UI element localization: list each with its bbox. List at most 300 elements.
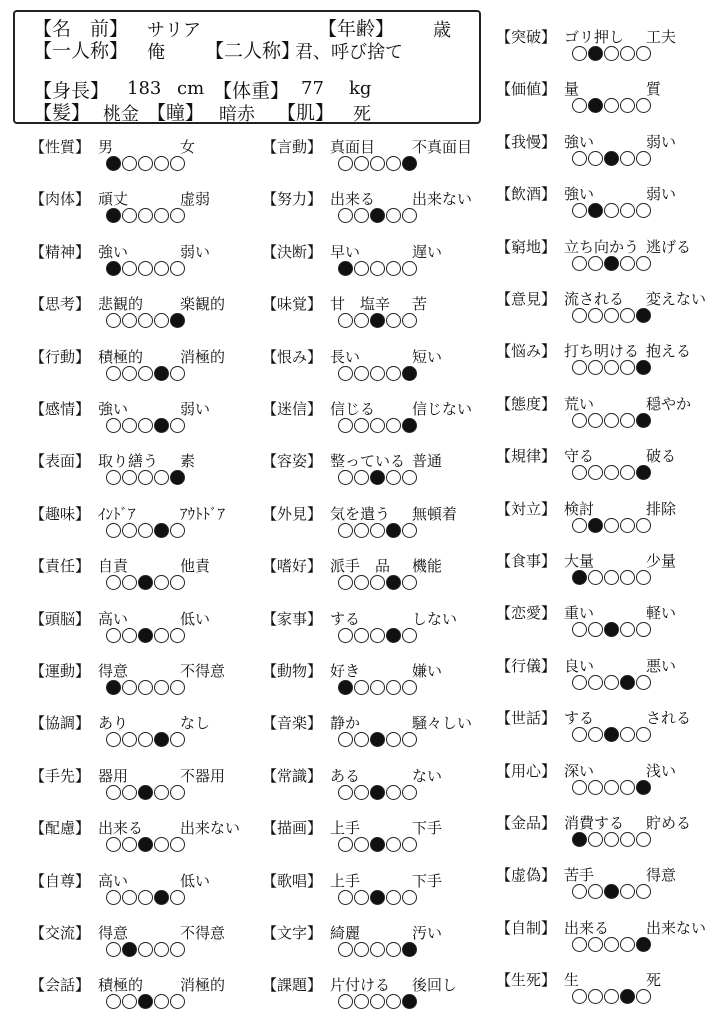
trait-category: 【我慢】 (496, 132, 557, 151)
scale-dot-empty[interactable] (170, 418, 185, 433)
trait-right-label: 後回し (412, 976, 458, 995)
scale-dot-empty[interactable] (402, 313, 417, 328)
scale-dot-empty[interactable] (604, 832, 619, 847)
scale-dot-empty[interactable] (170, 890, 185, 905)
scale-dot-empty[interactable] (620, 308, 635, 323)
scale-dot-empty[interactable] (402, 523, 417, 538)
scale-dot-empty[interactable] (338, 470, 353, 485)
scale-dot-filled[interactable] (106, 156, 121, 171)
scale-dot-empty[interactable] (588, 308, 603, 323)
trait-category: 【行動】 (30, 347, 91, 366)
scale-dot-empty[interactable] (154, 628, 169, 643)
scale-dot-empty[interactable] (620, 832, 635, 847)
scale-dot-empty[interactable] (604, 465, 619, 480)
scale-dot-empty[interactable] (338, 942, 353, 957)
scale-dot-empty[interactable] (122, 628, 137, 643)
scale-dot-empty[interactable] (338, 313, 353, 328)
trait-item (262, 503, 492, 553)
scale-dot-filled[interactable] (636, 465, 651, 480)
scale-dot-empty[interactable] (636, 832, 651, 847)
scale-dot-empty[interactable] (386, 837, 401, 852)
scale-dot-empty[interactable] (604, 413, 619, 428)
scale-dot-empty[interactable] (572, 46, 587, 61)
scale-dot-empty[interactable] (170, 523, 185, 538)
scale-dot-empty[interactable] (572, 675, 587, 690)
scale-dot-empty[interactable] (588, 780, 603, 795)
trait-category: 【容姿】 (262, 452, 323, 471)
scale-dot-empty[interactable] (122, 156, 137, 171)
scale-dot-empty[interactable] (154, 680, 169, 695)
scale-dot-empty[interactable] (106, 366, 121, 381)
scale-dot-empty[interactable] (402, 837, 417, 852)
scale-dot-empty[interactable] (170, 680, 185, 695)
scale-dot-empty[interactable] (138, 156, 153, 171)
scale-dot-empty[interactable] (402, 890, 417, 905)
trait-category: 【規律】 (496, 447, 557, 466)
scale-dot-empty[interactable] (154, 313, 169, 328)
scale-dot-filled[interactable] (370, 470, 385, 485)
scale-dot-empty[interactable] (122, 366, 137, 381)
trait-left-label: 片付ける (330, 976, 391, 995)
scale-dot-empty[interactable] (354, 837, 369, 852)
scale-dot-filled[interactable] (122, 942, 137, 957)
scale-dot-empty[interactable] (636, 46, 651, 61)
scale-dot-empty[interactable] (604, 203, 619, 218)
scale-dot-filled[interactable] (604, 622, 619, 637)
scale-dot-empty[interactable] (572, 937, 587, 952)
scale-dot-empty[interactable] (402, 208, 417, 223)
scale-dot-empty[interactable] (386, 994, 401, 1009)
scale-dot-filled[interactable] (154, 366, 169, 381)
scale-dot-empty[interactable] (338, 785, 353, 800)
scale-dot-empty[interactable] (402, 261, 417, 276)
trait-category: 【迷信】 (262, 400, 323, 418)
scale-dot-empty[interactable] (572, 360, 587, 375)
scale-dot-empty[interactable] (122, 732, 137, 747)
scale-dot-empty[interactable] (170, 261, 185, 276)
trait-category: 【会話】 (30, 976, 91, 995)
scale-dot-empty[interactable] (338, 366, 353, 381)
scale-dot-filled[interactable] (338, 680, 353, 695)
scale-dot-filled[interactable] (620, 675, 635, 690)
scale-dot-empty[interactable] (588, 256, 603, 271)
scale-dot-empty[interactable] (386, 261, 401, 276)
trait-scale (572, 308, 651, 323)
scale-dot-empty[interactable] (138, 470, 153, 485)
scale-dot-empty[interactable] (138, 418, 153, 433)
scale-dot-empty[interactable] (620, 622, 635, 637)
scale-dot-empty[interactable] (138, 523, 153, 538)
scale-dot-empty[interactable] (620, 727, 635, 742)
scale-dot-empty[interactable] (354, 575, 369, 590)
scale-dot-empty[interactable] (338, 156, 353, 171)
scale-dot-filled[interactable] (402, 994, 417, 1009)
scale-dot-empty[interactable] (604, 308, 619, 323)
scale-dot-empty[interactable] (106, 313, 121, 328)
scale-dot-empty[interactable] (122, 313, 137, 328)
scale-dot-filled[interactable] (370, 837, 385, 852)
scale-dot-empty[interactable] (604, 518, 619, 533)
scale-dot-empty[interactable] (386, 470, 401, 485)
scale-dot-empty[interactable] (588, 151, 603, 166)
scale-dot-empty[interactable] (138, 680, 153, 695)
scale-dot-empty[interactable] (636, 203, 651, 218)
scale-dot-empty[interactable] (620, 413, 635, 428)
scale-dot-filled[interactable] (370, 890, 385, 905)
scale-dot-empty[interactable] (354, 418, 369, 433)
scale-dot-empty[interactable] (170, 366, 185, 381)
scale-dot-empty[interactable] (370, 680, 385, 695)
scale-dot-filled[interactable] (386, 628, 401, 643)
scale-dot-empty[interactable] (154, 785, 169, 800)
scale-dot-filled[interactable] (604, 884, 619, 899)
scale-dot-filled[interactable] (106, 208, 121, 223)
scale-dot-empty[interactable] (138, 942, 153, 957)
trait-right-label: 弱い (646, 132, 677, 151)
scale-dot-empty[interactable] (386, 313, 401, 328)
scale-dot-empty[interactable] (620, 518, 635, 533)
scale-dot-empty[interactable] (154, 994, 169, 1009)
scale-dot-empty[interactable] (154, 208, 169, 223)
trait-left-label: 好き (330, 662, 361, 680)
scale-dot-empty[interactable] (106, 942, 121, 957)
scale-dot-empty[interactable] (370, 366, 385, 381)
scale-dot-empty[interactable] (170, 785, 185, 800)
scale-dot-filled[interactable] (604, 727, 619, 742)
scale-dot-empty[interactable] (354, 994, 369, 1009)
scale-dot-filled[interactable] (154, 523, 169, 538)
scale-dot-empty[interactable] (604, 98, 619, 113)
scale-dot-empty[interactable] (370, 523, 385, 538)
scale-dot-empty[interactable] (402, 575, 417, 590)
scale-dot-empty[interactable] (338, 837, 353, 852)
scale-dot-empty[interactable] (138, 366, 153, 381)
scale-dot-filled[interactable] (154, 890, 169, 905)
scale-dot-empty[interactable] (588, 360, 603, 375)
scale-dot-filled[interactable] (370, 208, 385, 223)
scale-dot-empty[interactable] (370, 575, 385, 590)
scale-dot-empty[interactable] (636, 675, 651, 690)
scale-dot-empty[interactable] (338, 628, 353, 643)
scale-dot-empty[interactable] (620, 884, 635, 899)
scale-dot-empty[interactable] (122, 680, 137, 695)
scale-dot-empty[interactable] (106, 837, 121, 852)
scale-dot-empty[interactable] (170, 994, 185, 1009)
scale-dot-empty[interactable] (620, 256, 635, 271)
scale-dot-empty[interactable] (588, 989, 603, 1004)
scale-dot-empty[interactable] (572, 256, 587, 271)
scale-dot-empty[interactable] (604, 570, 619, 585)
scale-dot-empty[interactable] (386, 732, 401, 747)
scale-dot-filled[interactable] (636, 308, 651, 323)
scale-dot-empty[interactable] (106, 890, 121, 905)
scale-dot-empty[interactable] (354, 890, 369, 905)
scale-dot-empty[interactable] (370, 994, 385, 1009)
scale-dot-empty[interactable] (572, 518, 587, 533)
scale-dot-empty[interactable] (354, 785, 369, 800)
scale-dot-empty[interactable] (370, 942, 385, 957)
scale-dot-empty[interactable] (572, 465, 587, 480)
scale-dot-empty[interactable] (106, 628, 121, 643)
scale-dot-empty[interactable] (370, 156, 385, 171)
scale-dot-filled[interactable] (170, 313, 185, 328)
scale-dot-empty[interactable] (106, 732, 121, 747)
scale-dot-filled[interactable] (620, 989, 635, 1004)
scale-dot-empty[interactable] (572, 727, 587, 742)
scale-dot-empty[interactable] (354, 313, 369, 328)
scale-dot-empty[interactable] (402, 680, 417, 695)
scale-dot-empty[interactable] (138, 890, 153, 905)
scale-dot-empty[interactable] (402, 785, 417, 800)
scale-dot-empty[interactable] (154, 156, 169, 171)
scale-dot-empty[interactable] (636, 989, 651, 1004)
scale-dot-filled[interactable] (588, 518, 603, 533)
scale-dot-empty[interactable] (636, 622, 651, 637)
scale-dot-empty[interactable] (620, 151, 635, 166)
scale-dot-empty[interactable] (636, 518, 651, 533)
scale-dot-empty[interactable] (604, 780, 619, 795)
scale-dot-filled[interactable] (402, 942, 417, 957)
scale-dot-empty[interactable] (106, 994, 121, 1009)
scale-dot-filled[interactable] (170, 470, 185, 485)
scale-dot-empty[interactable] (122, 837, 137, 852)
age-unit: 歳 (433, 20, 451, 41)
scale-dot-filled[interactable] (604, 256, 619, 271)
scale-dot-empty[interactable] (106, 575, 121, 590)
scale-dot-empty[interactable] (338, 732, 353, 747)
scale-dot-filled[interactable] (572, 832, 587, 847)
scale-dot-empty[interactable] (620, 203, 635, 218)
scale-dot-empty[interactable] (386, 208, 401, 223)
scale-dot-empty[interactable] (122, 994, 137, 1009)
trait-item (30, 974, 260, 1024)
scale-dot-filled[interactable] (370, 785, 385, 800)
scale-dot-empty[interactable] (122, 208, 137, 223)
scale-dot-empty[interactable] (572, 413, 587, 428)
trait-category: 【性質】 (30, 138, 91, 156)
scale-dot-empty[interactable] (370, 628, 385, 643)
scale-dot-empty[interactable] (122, 418, 137, 433)
scale-dot-empty[interactable] (170, 575, 185, 590)
scale-dot-empty[interactable] (386, 890, 401, 905)
scale-dot-empty[interactable] (636, 727, 651, 742)
scale-dot-empty[interactable] (138, 732, 153, 747)
scale-dot-empty[interactable] (402, 628, 417, 643)
scale-dot-filled[interactable] (588, 46, 603, 61)
scale-dot-empty[interactable] (170, 837, 185, 852)
scale-dot-empty[interactable] (154, 261, 169, 276)
scale-dot-empty[interactable] (122, 890, 137, 905)
scale-dot-empty[interactable] (354, 208, 369, 223)
scale-dot-filled[interactable] (386, 575, 401, 590)
scale-dot-empty[interactable] (122, 575, 137, 590)
trait-left-label: 甘 塩辛 (330, 295, 391, 314)
scale-dot-empty[interactable] (122, 470, 137, 485)
scale-dot-filled[interactable] (402, 156, 417, 171)
scale-dot-filled[interactable] (588, 203, 603, 218)
scale-dot-empty[interactable] (338, 418, 353, 433)
scale-dot-empty[interactable] (338, 890, 353, 905)
scale-dot-empty[interactable] (588, 570, 603, 585)
trait-scale (106, 994, 185, 1009)
scale-dot-empty[interactable] (620, 360, 635, 375)
scale-dot-empty[interactable] (588, 465, 603, 480)
scale-dot-empty[interactable] (604, 46, 619, 61)
scale-dot-empty[interactable] (154, 942, 169, 957)
scale-dot-empty[interactable] (354, 628, 369, 643)
scale-dot-empty[interactable] (636, 884, 651, 899)
scale-dot-empty[interactable] (402, 732, 417, 747)
trait-item (30, 450, 260, 500)
scale-dot-filled[interactable] (138, 785, 153, 800)
trait-left-label: 深い (564, 761, 595, 780)
scale-dot-empty[interactable] (604, 989, 619, 1004)
scale-dot-empty[interactable] (386, 942, 401, 957)
trait-item (30, 712, 260, 762)
scale-dot-empty[interactable] (572, 780, 587, 795)
scale-dot-filled[interactable] (370, 732, 385, 747)
trait-category: 【手先】 (30, 766, 91, 785)
scale-dot-empty[interactable] (620, 46, 635, 61)
scale-dot-empty[interactable] (636, 98, 651, 113)
scale-dot-empty[interactable] (588, 884, 603, 899)
scale-dot-filled[interactable] (636, 937, 651, 952)
scale-dot-empty[interactable] (604, 675, 619, 690)
scale-dot-filled[interactable] (138, 628, 153, 643)
scale-dot-empty[interactable] (588, 727, 603, 742)
scale-dot-empty[interactable] (354, 470, 369, 485)
scale-dot-empty[interactable] (354, 680, 369, 695)
scale-dot-empty[interactable] (620, 98, 635, 113)
scale-dot-empty[interactable] (572, 203, 587, 218)
scale-dot-empty[interactable] (122, 261, 137, 276)
scale-dot-empty[interactable] (122, 785, 137, 800)
scale-dot-empty[interactable] (106, 470, 121, 485)
scale-dot-empty[interactable] (106, 523, 121, 538)
scale-dot-filled[interactable] (370, 313, 385, 328)
scale-dot-filled[interactable] (386, 523, 401, 538)
scale-dot-empty[interactable] (588, 675, 603, 690)
scale-dot-empty[interactable] (588, 622, 603, 637)
trait-scale (572, 151, 651, 166)
scale-dot-empty[interactable] (402, 470, 417, 485)
trait-left-label: 高い (98, 871, 129, 890)
scale-dot-empty[interactable] (572, 308, 587, 323)
scale-dot-empty[interactable] (154, 575, 169, 590)
scale-dot-filled[interactable] (572, 570, 587, 585)
scale-dot-empty[interactable] (338, 208, 353, 223)
scale-dot-empty[interactable] (604, 937, 619, 952)
scale-dot-empty[interactable] (588, 832, 603, 847)
scale-dot-filled[interactable] (154, 732, 169, 747)
hair-value: 桃金 (103, 104, 139, 125)
scale-dot-filled[interactable] (402, 366, 417, 381)
scale-dot-empty[interactable] (170, 732, 185, 747)
scale-dot-empty[interactable] (106, 785, 121, 800)
scale-dot-empty[interactable] (588, 413, 603, 428)
scale-dot-filled[interactable] (106, 261, 121, 276)
scale-dot-empty[interactable] (138, 208, 153, 223)
scale-dot-filled[interactable] (402, 418, 417, 433)
scale-dot-filled[interactable] (138, 575, 153, 590)
scale-dot-empty[interactable] (386, 366, 401, 381)
trait-left-label: 量 (564, 80, 580, 99)
scale-dot-empty[interactable] (354, 523, 369, 538)
scale-dot-empty[interactable] (138, 313, 153, 328)
scale-dot-empty[interactable] (636, 570, 651, 585)
scale-dot-empty[interactable] (636, 151, 651, 166)
scale-dot-filled[interactable] (138, 837, 153, 852)
scale-dot-empty[interactable] (170, 208, 185, 223)
scale-dot-empty[interactable] (386, 680, 401, 695)
scale-dot-empty[interactable] (572, 98, 587, 113)
scale-dot-filled[interactable] (138, 994, 153, 1009)
scale-dot-filled[interactable] (636, 780, 651, 795)
scale-dot-empty[interactable] (370, 261, 385, 276)
scale-dot-empty[interactable] (572, 989, 587, 1004)
scale-dot-filled[interactable] (154, 418, 169, 433)
trait-right-label: しない (412, 609, 458, 628)
scale-dot-empty[interactable] (620, 465, 635, 480)
scale-dot-empty[interactable] (386, 785, 401, 800)
trait-item (262, 450, 492, 500)
trait-left-label: 流される (564, 290, 625, 308)
scale-dot-empty[interactable] (386, 156, 401, 171)
scale-dot-empty[interactable] (338, 523, 353, 538)
scale-dot-empty[interactable] (122, 523, 137, 538)
scale-dot-empty[interactable] (106, 418, 121, 433)
scale-dot-empty[interactable] (154, 470, 169, 485)
scale-dot-empty[interactable] (338, 994, 353, 1009)
scale-dot-empty[interactable] (354, 942, 369, 957)
scale-dot-filled[interactable] (636, 413, 651, 428)
scale-dot-empty[interactable] (386, 418, 401, 433)
scale-dot-empty[interactable] (572, 151, 587, 166)
scale-dot-empty[interactable] (620, 570, 635, 585)
scale-dot-empty[interactable] (170, 156, 185, 171)
trait-scale (338, 942, 417, 957)
trait-scale (338, 575, 417, 590)
scale-dot-empty[interactable] (170, 628, 185, 643)
scale-dot-filled[interactable] (106, 680, 121, 695)
scale-dot-empty[interactable] (604, 360, 619, 375)
scale-dot-empty[interactable] (620, 780, 635, 795)
scale-dot-empty[interactable] (588, 937, 603, 952)
scale-dot-empty[interactable] (154, 837, 169, 852)
profile-box (13, 10, 481, 124)
scale-dot-empty[interactable] (572, 622, 587, 637)
trait-category: 【恋愛】 (496, 604, 557, 623)
scale-dot-filled[interactable] (588, 98, 603, 113)
scale-dot-empty[interactable] (354, 732, 369, 747)
scale-dot-filled[interactable] (636, 360, 651, 375)
trait-left-label: 高い (98, 609, 129, 628)
scale-dot-filled[interactable] (604, 151, 619, 166)
height-unit: cm (177, 78, 205, 99)
scale-dot-filled[interactable] (338, 261, 353, 276)
scale-dot-empty[interactable] (138, 261, 153, 276)
scale-dot-empty[interactable] (620, 937, 635, 952)
trait-left-label: 積極的 (98, 976, 144, 995)
scale-dot-empty[interactable] (636, 256, 651, 271)
scale-dot-empty[interactable] (338, 575, 353, 590)
scale-dot-empty[interactable] (354, 156, 369, 171)
scale-dot-empty[interactable] (354, 261, 369, 276)
scale-dot-empty[interactable] (170, 942, 185, 957)
scale-dot-empty[interactable] (354, 366, 369, 381)
scale-dot-empty[interactable] (572, 884, 587, 899)
scale-dot-empty[interactable] (370, 418, 385, 433)
